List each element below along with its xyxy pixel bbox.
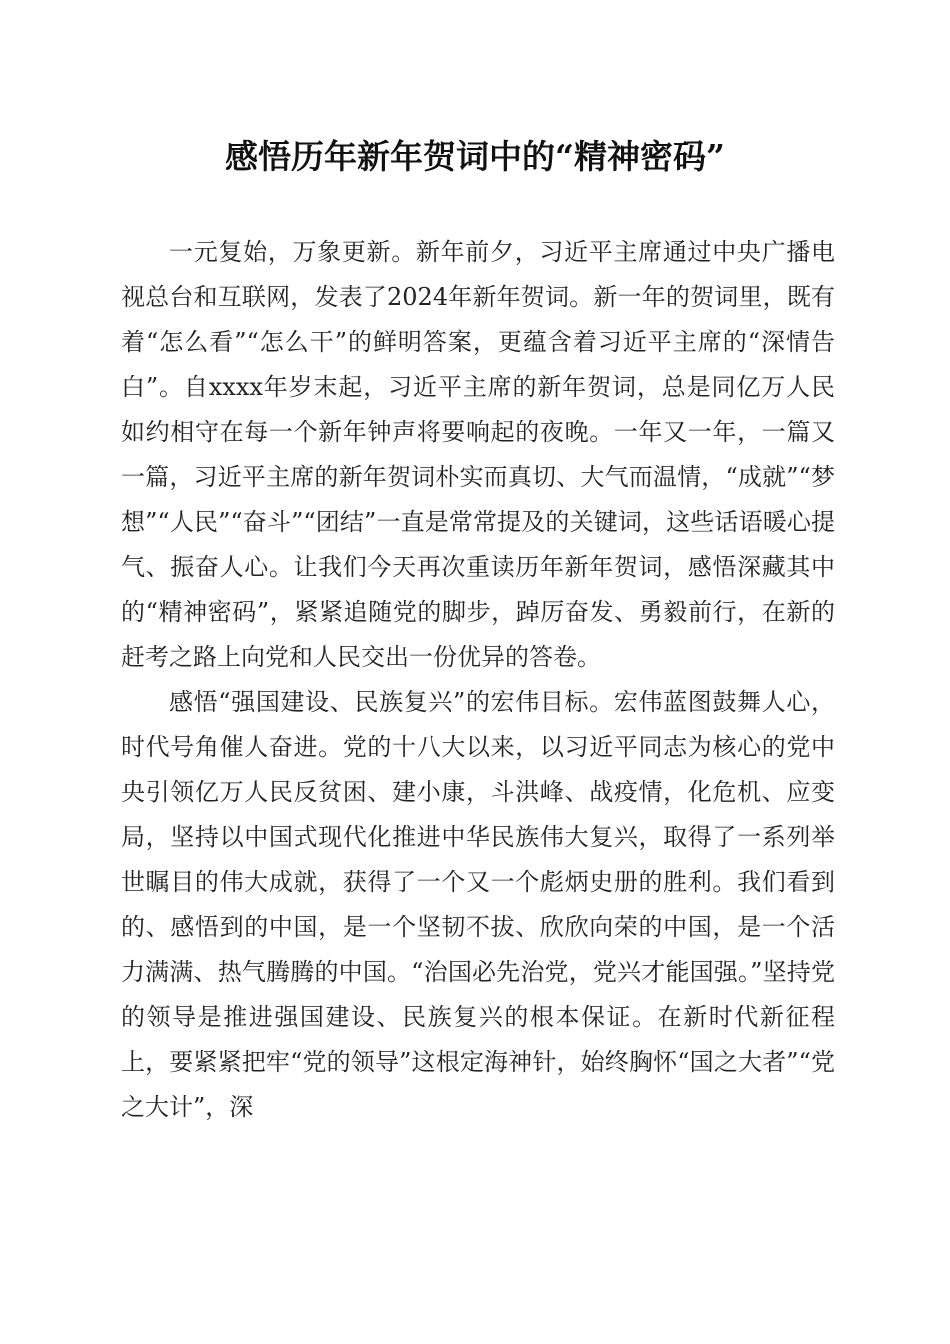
- document-body: [121, 230, 835, 1130]
- paragraph-goal: 感悟“强国建设、民族复兴”的宏伟目标。宏伟蓝图鼓舞人心，时代号角催人奋进。党的十八大以来，以习近平同志为核心的党中央引领亿万人民反贫困、建小康，斗洪峰、战疫情，化危机、应变局，坚持以中国式现代化推进中华民族伟大复兴，取得了一系列举世瞩目的伟大成就，获得了一个又一个彪炳史册的胜利。我们看到的、感悟到的中国，是一个坚韧不拔、欣欣向荣的中国，是一个活力满满、热气腾腾的中国。“治国必先治党，党兴才能国强。”坚持党的领导是推进强国建设、民族复兴的根本保证。在新时代新征程上，要紧紧把牢“党的领导”这根定海神针，始终胸怀“国之大者”“党之大计”，深: [121, 688, 835, 1121]
- paragraph-intro: 一元复始，万象更新。新年前夕，习近平主席通过中央广播电视总台和互联网，发表了2024年新年贺词。新一年的贺词里，既有着“怎么看”“怎么干”的鲜明答案，更蕴含着习近平主席的“深情告白”。自xxxx年岁末起，习近平主席的新年贺词，总是同亿万人民如约相守在每一个新年钟声将要响起的夜晚。一年又一年，一篇又一篇，习近平主席的新年贺词朴实而真切、大气而温情，“成就”“梦想”“人民”“奋斗”“团结”一直是常常提及的关键词，这些话语暖心提气、振奋人心。让我们今天再次重读历年新年贺词，感悟深藏其中的“精神密码”，紧紧追随党的脚步，踔厉奋发、勇毅前行，在新的赶考之路上向党和人民交出一份优异的答卷。: [121, 238, 835, 671]
- document-title: 感悟历年新年贺词中的“精神密码”: [225, 137, 725, 176]
